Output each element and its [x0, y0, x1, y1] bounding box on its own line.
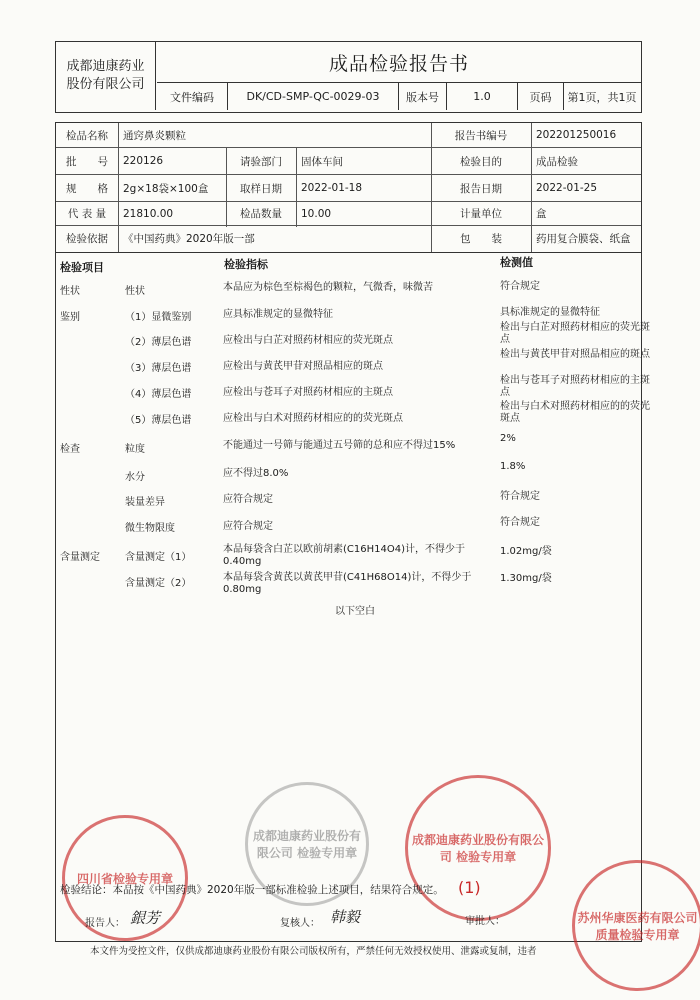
test-item: （5）薄层色谱: [125, 415, 192, 426]
spec-label: 规 格: [66, 182, 108, 195]
test-spec: 应不得过8.0%: [223, 468, 289, 479]
test-item: 含量测定（2）: [125, 578, 192, 589]
sample-date-label: 取样日期: [240, 182, 282, 195]
report-no: 202201250016: [536, 129, 617, 141]
pack: 药用复合膜袋、纸盒: [536, 233, 631, 245]
dept: 固体车间: [301, 155, 343, 168]
report-no-label: 报告书编号: [454, 129, 508, 142]
test-spec: 不能通过一号筛与能通过五号筛的总和应不得过15%: [223, 440, 456, 451]
dept-label: 请验部门: [240, 155, 282, 168]
test-category: 含量测定: [60, 552, 100, 563]
test-item: （1）显微鉴别: [125, 312, 192, 323]
report-title: 成品检验报告书: [157, 42, 641, 83]
test-category: 性状: [60, 286, 80, 297]
test-item: （4）薄层色谱: [125, 389, 192, 400]
company-seal-stamp: 成都迪康药业股份有限公司 检验专用章: [245, 782, 369, 906]
info-row-batch: [56, 148, 641, 175]
doc-no: DK/CD-SMP-QC-0029-03: [228, 83, 399, 110]
test-item: 水分: [125, 472, 145, 483]
sample-date: 2022-01-18: [301, 182, 363, 194]
test-result: 1.8%: [500, 461, 526, 472]
test-result: 检出与苍耳子对照药材相应的主斑点: [500, 375, 650, 398]
test-result: 符合规定: [500, 281, 540, 292]
page-label: 页码: [518, 83, 564, 110]
divider: [431, 123, 432, 252]
batch: 220126: [123, 155, 164, 167]
seal-mark: (1): [458, 878, 481, 897]
info-row-spec: [56, 175, 641, 202]
info-row-qty: [56, 202, 641, 226]
batch-label: 批 号: [66, 155, 108, 168]
pack-label: 包 装: [460, 233, 502, 245]
unit: 盒: [536, 208, 547, 220]
test-item: 装量差异: [125, 497, 165, 508]
qty-label: 代 表 量: [67, 208, 107, 220]
report-date: 2022-01-25: [536, 182, 598, 194]
basis: 《中国药典》2020年版一部: [123, 233, 255, 245]
name-label: 检品名称: [66, 129, 108, 142]
test-result: 检出与白术对照药材相应的的荧光斑点: [500, 401, 650, 424]
qty: 21810.00: [123, 207, 174, 220]
company-name: 成都迪康药业 股份有限公司: [56, 42, 156, 110]
blank-below-note: 以下空白: [335, 606, 375, 617]
test-result: 具标准规定的显微特征: [500, 307, 600, 318]
divider: [531, 123, 532, 252]
test-spec: 应具标准规定的显微特征: [223, 309, 333, 320]
test-spec: 应检出与苍耳子对照药材相应的主斑点: [223, 387, 393, 398]
doc-header: [55, 41, 642, 113]
basis-label: 检验依据: [66, 233, 108, 245]
test-item: 性状: [125, 286, 145, 297]
reviewer-signature: 韩毅: [330, 908, 361, 926]
col-result-header: 检测值: [500, 256, 533, 269]
test-category: 检查: [60, 444, 80, 455]
product-name: 通窍鼻炎颗粒: [123, 129, 186, 142]
conclusion: 检验结论：本品按《中国药典》2020年版一部标准检验上述项目，结果符合规定。: [60, 884, 444, 896]
purpose-label: 检验目的: [460, 155, 502, 168]
inspection-seal-stamp: 成都迪康药业股份有限公司 检验专用章: [405, 775, 551, 921]
test-result: 1.02mg/袋: [500, 546, 552, 557]
doc-no-label: 文件编码: [157, 83, 228, 110]
test-spec: 本品每袋含黄芪以黄芪甲苷(C41H68O14)计，不得少于0.80mg: [223, 572, 472, 595]
approver-label: 审批人：: [465, 916, 505, 927]
sample-info-table: [55, 122, 642, 253]
test-spec: 应检出与黄芪甲苷对照品相应的斑点: [223, 361, 383, 372]
test-item: 含量测定（1）: [125, 552, 192, 563]
purpose: 成品检验: [536, 155, 578, 168]
sample-qty: 10.00: [301, 207, 332, 220]
test-category: 鉴别: [60, 312, 80, 323]
test-item: 粒度: [125, 444, 145, 455]
unit-label: 计量单位: [460, 208, 502, 220]
info-row-basis: [56, 226, 641, 251]
col-spec-header: 检验指标: [224, 258, 268, 271]
divider: [296, 148, 297, 227]
test-spec: 应符合规定: [223, 494, 273, 505]
test-spec: 本品每袋含白芷以欧前胡素(C16H14O4)计，不得少于0.40mg: [223, 544, 465, 567]
controlled-doc-notice: 本文件为受控文件，仅供成都迪康药业股份有限公司版权所有，严禁任何无效授权使用、泄露或复制，违者: [90, 946, 537, 957]
test-result: 符合规定: [500, 517, 540, 528]
test-spec: 应检出与白术对照药材相应的的荧光斑点: [223, 413, 403, 424]
version-label: 版本号: [399, 83, 447, 110]
test-spec: 应符合规定: [223, 521, 273, 532]
quality-seal-stamp: 四川省检验专用章: [62, 815, 188, 941]
test-result: 检出与黄芪甲苷对照品相应的斑点: [500, 349, 650, 360]
external-seal-stamp: 苏州华康医药有限公司 质量检验专用章: [572, 860, 700, 991]
test-spec: 本品应为棕色至棕褐色的颗粒，气微香，味微苦: [223, 282, 433, 293]
spec: 2g×18袋×100盒: [123, 182, 209, 195]
test-item: 微生物限度: [125, 523, 175, 534]
reviewer-label: 复核人：: [280, 918, 320, 929]
test-result: 检出与白芷对照药材相应的荧光斑点: [500, 322, 650, 345]
test-result: 符合规定: [500, 491, 540, 502]
report-date-label: 报告日期: [460, 182, 502, 195]
test-item: （2）薄层色谱: [125, 337, 192, 348]
divider: [118, 123, 119, 252]
divider: [226, 148, 227, 227]
col-item-header: 检验项目: [60, 261, 104, 274]
test-item: （3）薄层色谱: [125, 363, 192, 374]
version: 1.0: [447, 83, 518, 110]
test-result: 2%: [500, 433, 516, 444]
test-result: 1.30mg/袋: [500, 573, 552, 584]
reporter-signature: 銀芳: [130, 909, 161, 927]
reporter-label: 报告人：: [85, 918, 125, 929]
sample-qty-label: 检品数量: [240, 208, 282, 220]
test-spec: 应检出与白芷对照药材相应的荧光斑点: [223, 335, 393, 346]
page-number: 第1页，共1页: [567, 90, 637, 104]
info-row-name: [56, 123, 641, 148]
